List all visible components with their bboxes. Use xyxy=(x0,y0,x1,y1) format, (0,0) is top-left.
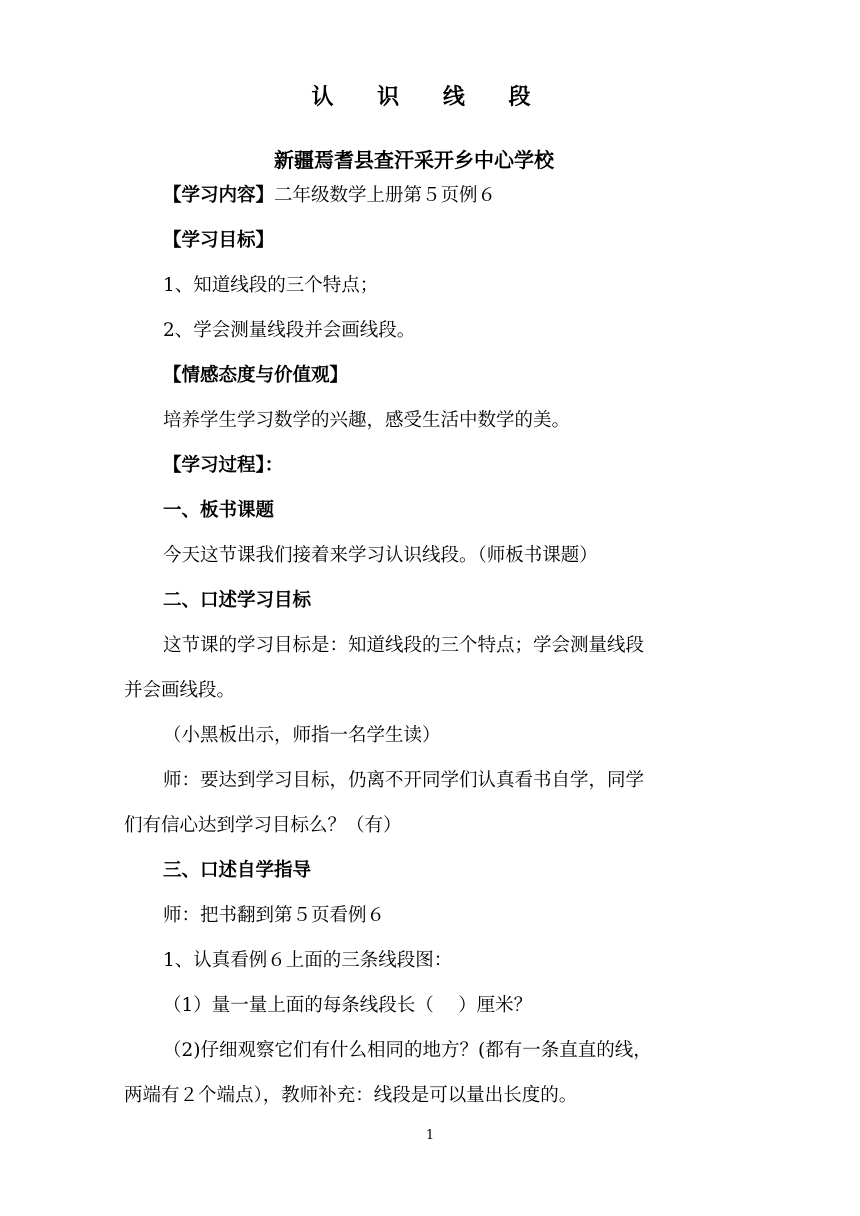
goal-item-2: 2、学会测量线段并会画线段。 xyxy=(163,320,416,341)
step3-sub-2-line-1: （2)仔细观察它们有什么相同的地方？(都有一条直直的线， xyxy=(163,1040,652,1061)
step3-item-1: 1、认真看例６上面的三条线段图： xyxy=(163,950,453,971)
document-title: 认 识 线 段 xyxy=(311,85,549,110)
page-number: 1 xyxy=(425,1128,435,1143)
goal-item-1: 1、知道线段的三个特点； xyxy=(163,275,379,296)
step3-teacher: 师：把书翻到第５页看例６ xyxy=(163,905,386,926)
step2-text-line-1: 这节课的学习目标是：知道线段的三个特点；学会测量线段 xyxy=(163,635,645,656)
content-line xyxy=(163,184,496,208)
process-heading: 【学习过程】： xyxy=(163,455,284,476)
step1-heading: 一、板书课题 xyxy=(163,500,275,521)
content-text: 二年级数学上册第５页例６ xyxy=(274,185,497,206)
step2-teacher-line-1: 师：要达到学习目标，仍离不开同学们认真看书自学，同学 xyxy=(163,770,645,791)
step2-teacher-line-2: 们有信心达到学习目标么？（有） xyxy=(124,815,402,836)
content-label: 【学习内容】 xyxy=(163,185,275,206)
step1-text: 今天这节课我们接着来学习认识线段。（师板书课题） xyxy=(163,545,598,566)
emotion-heading: 【情感态度与价值观】 xyxy=(163,365,349,386)
step2-text-line-2: 并会画线段。 xyxy=(124,680,236,701)
step3-heading: 三、口述自学指导 xyxy=(163,860,312,881)
step2-note: （小黑板出示，师指一名学生读） xyxy=(163,725,441,746)
emotion-text: 培养学生学习数学的兴趣，感受生活中数学的美。 xyxy=(163,410,571,431)
step2-heading: 二、口述学习目标 xyxy=(163,590,312,611)
step3-sub-2-line-2: 两端有２个端点），教师补充：线段是可以量出长度的。 xyxy=(124,1085,578,1106)
school-name: 新疆焉耆县查汗采开乡中心学校 xyxy=(274,148,554,172)
step3-sub-1: （1）量一量上面的每条线段长（ ）厘米？ xyxy=(163,995,533,1016)
goals-heading: 【学习目标】 xyxy=(163,230,275,251)
